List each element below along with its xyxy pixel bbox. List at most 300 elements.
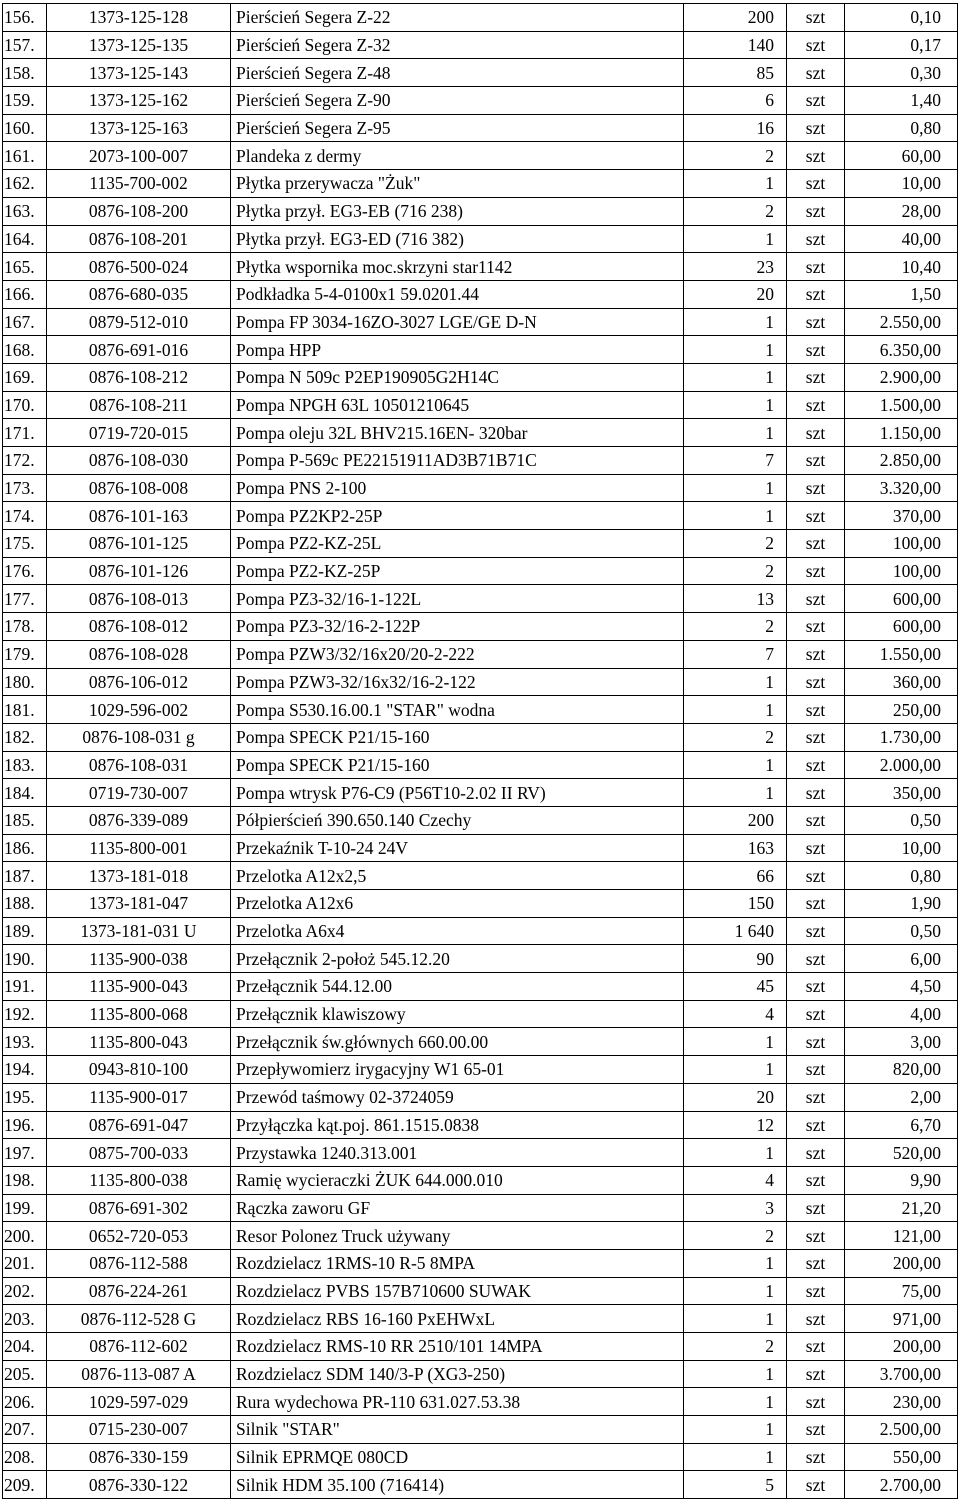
- table-row: [3, 1471, 958, 1499]
- row-number-cell: 163.: [3, 197, 47, 225]
- part-name-cell: Przelotka A12x2,5: [231, 862, 684, 890]
- row-number-cell: 182.: [3, 723, 47, 751]
- price-cell: 1,50: [845, 280, 958, 308]
- part-index-cell: 0943-810-100: [47, 1056, 231, 1084]
- part-name-cell: Pierścień Segera Z-48: [231, 59, 684, 87]
- part-name-cell: Rozdzielacz SDM 140/3-P (XG3-250): [231, 1360, 684, 1388]
- price-cell: 6,00: [845, 945, 958, 973]
- price-cell: 2,00: [845, 1083, 958, 1111]
- price-cell: 1.730,00: [845, 723, 958, 751]
- part-name-cell: Silnik EPRMQE 080CD: [231, 1443, 684, 1471]
- part-index-cell: 0876-339-089: [47, 806, 231, 834]
- row-number-cell: 176.: [3, 557, 47, 585]
- unit-cell: szt: [787, 225, 845, 253]
- quantity-cell: 200: [684, 4, 787, 32]
- table-row: [3, 1305, 958, 1333]
- price-cell: 60,00: [845, 142, 958, 170]
- unit-cell: szt: [787, 59, 845, 87]
- price-cell: 2.700,00: [845, 1471, 958, 1499]
- part-index-cell: 0876-112-588: [47, 1249, 231, 1277]
- unit-cell: szt: [787, 1443, 845, 1471]
- price-cell: 3,00: [845, 1028, 958, 1056]
- table-row: [3, 1388, 958, 1416]
- table-row: [3, 1333, 958, 1361]
- quantity-cell: 7: [684, 640, 787, 668]
- unit-cell: szt: [787, 917, 845, 945]
- part-name-cell: Płytka wspornika moc.skrzyni star1142: [231, 253, 684, 281]
- price-cell: 100,00: [845, 557, 958, 585]
- unit-cell: szt: [787, 502, 845, 530]
- table-row: [3, 862, 958, 890]
- part-name-cell: Pierścień Segera Z-90: [231, 87, 684, 115]
- table-row: [3, 917, 958, 945]
- part-name-cell: Przepływomierz irygacyjny W1 65-01: [231, 1056, 684, 1084]
- row-number-cell: 170.: [3, 391, 47, 419]
- unit-cell: szt: [787, 1139, 845, 1167]
- price-cell: 1.150,00: [845, 419, 958, 447]
- table-row: [3, 890, 958, 918]
- table-row: [3, 1111, 958, 1139]
- part-name-cell: Pierścień Segera Z-32: [231, 31, 684, 59]
- table-row: [3, 336, 958, 364]
- part-name-cell: Pompa PZ3-32/16-2-122P: [231, 613, 684, 641]
- quantity-cell: 200: [684, 806, 787, 834]
- table-row: [3, 973, 958, 1001]
- quantity-cell: 1: [684, 751, 787, 779]
- part-name-cell: Przełącznik klawiszowy: [231, 1000, 684, 1028]
- unit-cell: szt: [787, 474, 845, 502]
- part-index-cell: 0876-108-012: [47, 613, 231, 641]
- unit-cell: szt: [787, 1194, 845, 1222]
- quantity-cell: 13: [684, 585, 787, 613]
- quantity-cell: 6: [684, 87, 787, 115]
- price-cell: 230,00: [845, 1388, 958, 1416]
- unit-cell: szt: [787, 1028, 845, 1056]
- price-cell: 0,10: [845, 4, 958, 32]
- part-name-cell: Pompa PZ2KP2-25P: [231, 502, 684, 530]
- row-number-cell: 209.: [3, 1471, 47, 1499]
- part-index-cell: 0876-108-013: [47, 585, 231, 613]
- part-name-cell: Silnik "STAR": [231, 1416, 684, 1444]
- row-number-cell: 191.: [3, 973, 47, 1001]
- table-row: [3, 751, 958, 779]
- part-name-cell: Przełącznik 2-położ 545.12.20: [231, 945, 684, 973]
- part-index-cell: 0876-101-126: [47, 557, 231, 585]
- row-number-cell: 173.: [3, 474, 47, 502]
- part-index-cell: 0876-330-122: [47, 1471, 231, 1499]
- part-name-cell: Resor Polonez Truck używany: [231, 1222, 684, 1250]
- part-index-cell: 0715-230-007: [47, 1416, 231, 1444]
- unit-cell: szt: [787, 391, 845, 419]
- price-cell: 550,00: [845, 1443, 958, 1471]
- row-number-cell: 177.: [3, 585, 47, 613]
- table-row: [3, 4, 958, 32]
- unit-cell: szt: [787, 557, 845, 585]
- part-name-cell: Pompa PZW3-32/16x32/16-2-122: [231, 668, 684, 696]
- part-name-cell: Rozdzielacz RBS 16-160 PxEHWxL: [231, 1305, 684, 1333]
- table-row: [3, 1028, 958, 1056]
- table-row: [3, 1166, 958, 1194]
- unit-cell: szt: [787, 834, 845, 862]
- unit-cell: szt: [787, 419, 845, 447]
- row-number-cell: 183.: [3, 751, 47, 779]
- table-row: [3, 530, 958, 558]
- row-number-cell: 171.: [3, 419, 47, 447]
- quantity-cell: 2: [684, 1333, 787, 1361]
- quantity-cell: 2: [684, 1222, 787, 1250]
- unit-cell: szt: [787, 613, 845, 641]
- unit-cell: szt: [787, 973, 845, 1001]
- row-number-cell: 186.: [3, 834, 47, 862]
- quantity-cell: 1: [684, 1388, 787, 1416]
- part-index-cell: 1135-800-001: [47, 834, 231, 862]
- part-index-cell: 1029-596-002: [47, 696, 231, 724]
- unit-cell: szt: [787, 1333, 845, 1361]
- part-index-cell: 0652-720-053: [47, 1222, 231, 1250]
- row-number-cell: 161.: [3, 142, 47, 170]
- price-cell: 0,80: [845, 862, 958, 890]
- row-number-cell: 179.: [3, 640, 47, 668]
- unit-cell: szt: [787, 1111, 845, 1139]
- price-cell: 200,00: [845, 1333, 958, 1361]
- part-index-cell: 1135-900-017: [47, 1083, 231, 1111]
- row-number-cell: 164.: [3, 225, 47, 253]
- unit-cell: szt: [787, 253, 845, 281]
- part-index-cell: 0719-720-015: [47, 419, 231, 447]
- part-name-cell: Przystawka 1240.313.001: [231, 1139, 684, 1167]
- row-number-cell: 185.: [3, 806, 47, 834]
- part-name-cell: Płytka przerywacza "Żuk": [231, 170, 684, 198]
- part-name-cell: Przelotka A12x6: [231, 890, 684, 918]
- quantity-cell: 4: [684, 1000, 787, 1028]
- quantity-cell: 1: [684, 474, 787, 502]
- unit-cell: szt: [787, 1471, 845, 1499]
- table-row: [3, 59, 958, 87]
- part-index-cell: 1373-125-163: [47, 114, 231, 142]
- table-row: [3, 253, 958, 281]
- part-name-cell: Pierścień Segera Z-22: [231, 4, 684, 32]
- unit-cell: szt: [787, 806, 845, 834]
- price-cell: 10,40: [845, 253, 958, 281]
- part-index-cell: 1373-125-135: [47, 31, 231, 59]
- row-number-cell: 175.: [3, 530, 47, 558]
- part-index-cell: 0876-108-212: [47, 363, 231, 391]
- quantity-cell: 1: [684, 419, 787, 447]
- part-index-cell: 1373-181-047: [47, 890, 231, 918]
- quantity-cell: 2: [684, 197, 787, 225]
- unit-cell: szt: [787, 197, 845, 225]
- quantity-cell: 7: [684, 447, 787, 475]
- table-row: [3, 1083, 958, 1111]
- part-name-cell: Pompa PZ2-KZ-25L: [231, 530, 684, 558]
- part-index-cell: 0876-500-024: [47, 253, 231, 281]
- row-number-cell: 196.: [3, 1111, 47, 1139]
- price-cell: 1.500,00: [845, 391, 958, 419]
- unit-cell: szt: [787, 1222, 845, 1250]
- row-number-cell: 205.: [3, 1360, 47, 1388]
- price-cell: 2.500,00: [845, 1416, 958, 1444]
- unit-cell: szt: [787, 696, 845, 724]
- part-name-cell: Płytka przył. EG3-ED (716 382): [231, 225, 684, 253]
- price-cell: 4,50: [845, 973, 958, 1001]
- table-row: [3, 447, 958, 475]
- row-number-cell: 200.: [3, 1222, 47, 1250]
- part-index-cell: 0876-108-030: [47, 447, 231, 475]
- price-cell: 0,80: [845, 114, 958, 142]
- table-row: [3, 613, 958, 641]
- part-name-cell: Przełącznik 544.12.00: [231, 973, 684, 1001]
- unit-cell: szt: [787, 31, 845, 59]
- quantity-cell: 45: [684, 973, 787, 1001]
- quantity-cell: 20: [684, 280, 787, 308]
- part-index-cell: 0876-108-031 g: [47, 723, 231, 751]
- unit-cell: szt: [787, 114, 845, 142]
- part-name-cell: Silnik HDM 35.100 (716414): [231, 1471, 684, 1499]
- table-row: [3, 1416, 958, 1444]
- part-name-cell: Podkładka 5-4-0100x1 59.0201.44: [231, 280, 684, 308]
- table-row: [3, 1277, 958, 1305]
- unit-cell: szt: [787, 280, 845, 308]
- row-number-cell: 192.: [3, 1000, 47, 1028]
- part-index-cell: 0876-691-016: [47, 336, 231, 364]
- price-cell: 6,70: [845, 1111, 958, 1139]
- quantity-cell: 12: [684, 1111, 787, 1139]
- quantity-cell: 4: [684, 1166, 787, 1194]
- table-row: [3, 363, 958, 391]
- price-cell: 4,00: [845, 1000, 958, 1028]
- part-index-cell: 0876-680-035: [47, 280, 231, 308]
- quantity-cell: 1: [684, 1028, 787, 1056]
- row-number-cell: 197.: [3, 1139, 47, 1167]
- quantity-cell: 90: [684, 945, 787, 973]
- quantity-cell: 1: [684, 1277, 787, 1305]
- row-number-cell: 194.: [3, 1056, 47, 1084]
- part-index-cell: 2073-100-007: [47, 142, 231, 170]
- row-number-cell: 181.: [3, 696, 47, 724]
- quantity-cell: 1: [684, 225, 787, 253]
- table-row: [3, 1056, 958, 1084]
- table-row: [3, 723, 958, 751]
- unit-cell: szt: [787, 779, 845, 807]
- price-cell: 0,50: [845, 806, 958, 834]
- part-name-cell: Przełącznik św.głównych 660.00.00: [231, 1028, 684, 1056]
- quantity-cell: 1: [684, 1249, 787, 1277]
- part-index-cell: 0876-691-047: [47, 1111, 231, 1139]
- quantity-cell: 16: [684, 114, 787, 142]
- quantity-cell: 1: [684, 363, 787, 391]
- quantity-cell: 150: [684, 890, 787, 918]
- part-name-cell: Przelotka A6x4: [231, 917, 684, 945]
- unit-cell: szt: [787, 530, 845, 558]
- unit-cell: szt: [787, 1056, 845, 1084]
- unit-cell: szt: [787, 308, 845, 336]
- quantity-cell: 140: [684, 31, 787, 59]
- table-row: [3, 1360, 958, 1388]
- part-name-cell: Pompa SPECK P21/15-160: [231, 723, 684, 751]
- price-cell: 520,00: [845, 1139, 958, 1167]
- table-row: [3, 87, 958, 115]
- row-number-cell: 168.: [3, 336, 47, 364]
- parts-inventory-table: [2, 3, 958, 1499]
- quantity-cell: 1: [684, 1305, 787, 1333]
- table-row: [3, 502, 958, 530]
- part-index-cell: 0876-101-163: [47, 502, 231, 530]
- quantity-cell: 1: [684, 668, 787, 696]
- quantity-cell: 1: [684, 1416, 787, 1444]
- price-cell: 6.350,00: [845, 336, 958, 364]
- table-row: [3, 170, 958, 198]
- row-number-cell: 203.: [3, 1305, 47, 1333]
- price-cell: 75,00: [845, 1277, 958, 1305]
- part-name-cell: Rozdzielacz PVBS 157B710600 SUWAK: [231, 1277, 684, 1305]
- part-name-cell: Pompa oleju 32L BHV215.16EN- 320bar: [231, 419, 684, 447]
- quantity-cell: 163: [684, 834, 787, 862]
- part-name-cell: Pompa SPECK P21/15-160: [231, 751, 684, 779]
- price-cell: 121,00: [845, 1222, 958, 1250]
- part-index-cell: 0876-101-125: [47, 530, 231, 558]
- quantity-cell: 66: [684, 862, 787, 890]
- table-row: [3, 779, 958, 807]
- price-cell: 971,00: [845, 1305, 958, 1333]
- price-cell: 100,00: [845, 530, 958, 558]
- quantity-cell: 1: [684, 1443, 787, 1471]
- price-cell: 370,00: [845, 502, 958, 530]
- part-name-cell: Rączka zaworu GF: [231, 1194, 684, 1222]
- price-cell: 350,00: [845, 779, 958, 807]
- row-number-cell: 158.: [3, 59, 47, 87]
- row-number-cell: 189.: [3, 917, 47, 945]
- price-cell: 0,17: [845, 31, 958, 59]
- table-row: [3, 474, 958, 502]
- row-number-cell: 165.: [3, 253, 47, 281]
- price-cell: 200,00: [845, 1249, 958, 1277]
- price-cell: 40,00: [845, 225, 958, 253]
- part-index-cell: 1373-125-162: [47, 87, 231, 115]
- price-cell: 21,20: [845, 1194, 958, 1222]
- part-index-cell: 0876-108-008: [47, 474, 231, 502]
- part-index-cell: 1029-597-029: [47, 1388, 231, 1416]
- part-name-cell: Pompa N 509c P2EP190905G2H14C: [231, 363, 684, 391]
- unit-cell: szt: [787, 1000, 845, 1028]
- part-index-cell: 0876-113-087 A: [47, 1360, 231, 1388]
- row-number-cell: 193.: [3, 1028, 47, 1056]
- part-name-cell: Pompa wtrysk P76-C9 (P56T10-2.02 II RV): [231, 779, 684, 807]
- row-number-cell: 202.: [3, 1277, 47, 1305]
- part-name-cell: Przewód taśmowy 02-3724059: [231, 1083, 684, 1111]
- price-cell: 0,50: [845, 917, 958, 945]
- part-name-cell: Rozdzielacz RMS-10 RR 2510/101 14MPA: [231, 1333, 684, 1361]
- part-index-cell: 0876-224-261: [47, 1277, 231, 1305]
- quantity-cell: 5: [684, 1471, 787, 1499]
- part-index-cell: 1373-125-128: [47, 4, 231, 32]
- part-name-cell: Ramię wycieraczki ŻUK 644.000.010: [231, 1166, 684, 1194]
- unit-cell: szt: [787, 723, 845, 751]
- part-index-cell: 0876-691-302: [47, 1194, 231, 1222]
- quantity-cell: 2: [684, 723, 787, 751]
- price-cell: 0,30: [845, 59, 958, 87]
- row-number-cell: 206.: [3, 1388, 47, 1416]
- price-cell: 10,00: [845, 170, 958, 198]
- part-index-cell: 0876-330-159: [47, 1443, 231, 1471]
- part-index-cell: 0876-108-211: [47, 391, 231, 419]
- unit-cell: szt: [787, 1083, 845, 1111]
- unit-cell: szt: [787, 4, 845, 32]
- table-row: [3, 1222, 958, 1250]
- row-number-cell: 160.: [3, 114, 47, 142]
- part-name-cell: Przekaźnik T-10-24 24V: [231, 834, 684, 862]
- part-name-cell: Rura wydechowa PR-110 631.027.53.38: [231, 1388, 684, 1416]
- table-row: [3, 1194, 958, 1222]
- table-row: [3, 1443, 958, 1471]
- quantity-cell: 20: [684, 1083, 787, 1111]
- table-row: [3, 557, 958, 585]
- part-name-cell: Pompa FP 3034-16ZO-3027 LGE/GE D-N: [231, 308, 684, 336]
- unit-cell: szt: [787, 640, 845, 668]
- part-index-cell: 0719-730-007: [47, 779, 231, 807]
- part-name-cell: Płytka przył. EG3-EB (716 238): [231, 197, 684, 225]
- part-index-cell: 1135-800-038: [47, 1166, 231, 1194]
- quantity-cell: 1: [684, 391, 787, 419]
- table-row: [3, 696, 958, 724]
- part-index-cell: 0876-108-028: [47, 640, 231, 668]
- quantity-cell: 1: [684, 502, 787, 530]
- row-number-cell: 201.: [3, 1249, 47, 1277]
- part-name-cell: Pompa PZ3-32/16-1-122L: [231, 585, 684, 613]
- table-row: [3, 1000, 958, 1028]
- part-name-cell: Pompa PNS 2-100: [231, 474, 684, 502]
- quantity-cell: 1: [684, 696, 787, 724]
- unit-cell: szt: [787, 1166, 845, 1194]
- unit-cell: szt: [787, 668, 845, 696]
- part-name-cell: Pompa HPP: [231, 336, 684, 364]
- unit-cell: szt: [787, 363, 845, 391]
- unit-cell: szt: [787, 170, 845, 198]
- price-cell: 600,00: [845, 613, 958, 641]
- unit-cell: szt: [787, 1305, 845, 1333]
- part-index-cell: 1135-800-043: [47, 1028, 231, 1056]
- table-row: [3, 834, 958, 862]
- unit-cell: szt: [787, 1360, 845, 1388]
- part-name-cell: Pierścień Segera Z-95: [231, 114, 684, 142]
- quantity-cell: 1: [684, 170, 787, 198]
- part-index-cell: 0876-112-602: [47, 1333, 231, 1361]
- table-row: [3, 945, 958, 973]
- table-row: [3, 640, 958, 668]
- unit-cell: szt: [787, 585, 845, 613]
- part-index-cell: 0875-700-033: [47, 1139, 231, 1167]
- part-index-cell: 0876-112-528 G: [47, 1305, 231, 1333]
- row-number-cell: 184.: [3, 779, 47, 807]
- row-number-cell: 166.: [3, 280, 47, 308]
- unit-cell: szt: [787, 862, 845, 890]
- part-index-cell: 0876-108-201: [47, 225, 231, 253]
- row-number-cell: 208.: [3, 1443, 47, 1471]
- price-cell: 1,40: [845, 87, 958, 115]
- quantity-cell: 2: [684, 530, 787, 558]
- part-name-cell: Pompa P-569c PE22151911AD3B71B71C: [231, 447, 684, 475]
- part-index-cell: 1135-800-068: [47, 1000, 231, 1028]
- part-name-cell: Półpierścień 390.650.140 Czechy: [231, 806, 684, 834]
- quantity-cell: 1: [684, 1056, 787, 1084]
- price-cell: 2.000,00: [845, 751, 958, 779]
- unit-cell: szt: [787, 447, 845, 475]
- row-number-cell: 162.: [3, 170, 47, 198]
- row-number-cell: 169.: [3, 363, 47, 391]
- part-index-cell: 1135-900-043: [47, 973, 231, 1001]
- row-number-cell: 188.: [3, 890, 47, 918]
- part-name-cell: Plandeka z dermy: [231, 142, 684, 170]
- row-number-cell: 159.: [3, 87, 47, 115]
